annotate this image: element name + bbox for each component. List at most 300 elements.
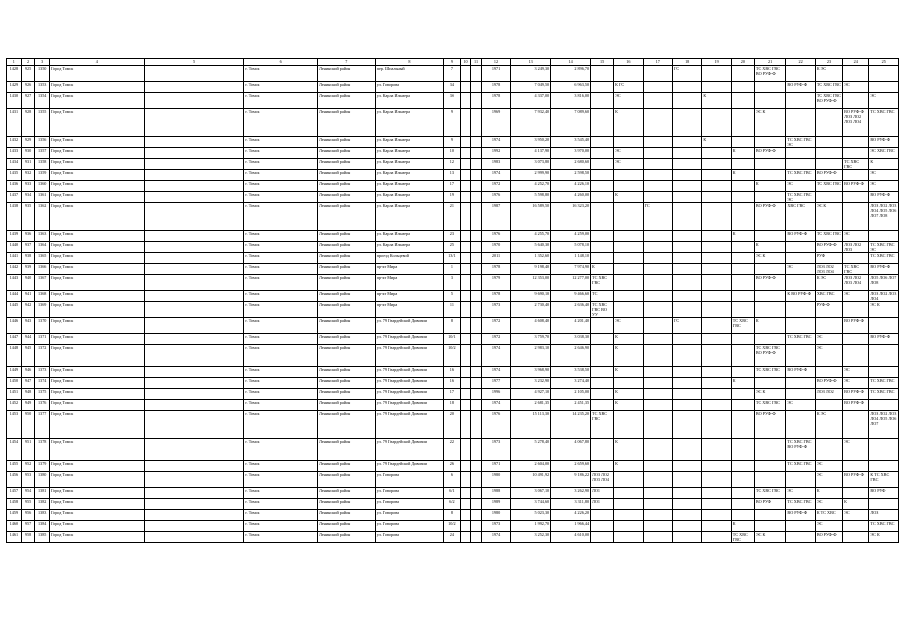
table-cell: 1974	[481, 170, 510, 181]
table-cell: г. Томск	[244, 291, 318, 302]
table-cell: Город Томск	[50, 367, 145, 378]
table-cell: 3 262,90	[551, 488, 591, 499]
table-cell	[672, 242, 701, 253]
table-cell	[731, 66, 754, 82]
table-cell	[786, 411, 815, 439]
table-cell	[815, 367, 842, 378]
column-header: 1	[7, 59, 22, 66]
table-cell: г. Томск	[244, 82, 318, 93]
table-cell: 1446	[7, 318, 22, 334]
table-cell: 7 049,50	[511, 82, 551, 93]
table-cell: ул. 79 Гвардейской Дивизии	[375, 400, 443, 411]
table-cell: 1365	[35, 253, 50, 264]
table-cell: Город Томск	[50, 170, 145, 181]
table-cell: ул. Карла Ильмера	[375, 242, 443, 253]
table-cell	[471, 242, 482, 253]
table-cell: г. Томск	[244, 148, 318, 159]
table-cell: 1443	[7, 275, 22, 291]
table-cell	[672, 253, 701, 264]
table-cell: 1377	[35, 411, 50, 439]
table-row	[7, 137, 899, 148]
table-cell	[702, 345, 731, 367]
table-cell	[643, 345, 672, 367]
table-cell: 6/1	[444, 488, 461, 499]
table-row	[7, 378, 899, 389]
table-cell	[869, 318, 899, 334]
table-cell: 932	[21, 170, 35, 181]
table-cell	[672, 109, 701, 137]
table-cell	[672, 137, 701, 148]
table-cell	[614, 521, 643, 532]
table-cell: г. Томск	[244, 389, 318, 400]
table-cell: Ленинский район	[317, 510, 375, 521]
table-cell	[643, 264, 672, 275]
table-cell: 20	[444, 411, 461, 439]
table-cell: 1356	[35, 137, 50, 148]
table-cell: ул. Карла Ильмера	[375, 93, 443, 109]
table-cell: 11	[444, 302, 461, 318]
table-cell	[614, 66, 643, 82]
table-cell	[460, 345, 471, 367]
table-cell: Ленинский район	[317, 264, 375, 275]
table-cell	[754, 472, 786, 488]
table-cell	[614, 170, 643, 181]
table-cell: 1976	[481, 192, 510, 203]
table-cell: 1439	[7, 231, 22, 242]
table-cell	[672, 499, 701, 510]
table-cell	[731, 275, 754, 291]
table-row	[7, 66, 899, 82]
table-cell: г. Томск	[244, 93, 318, 109]
table-cell: Ленинский район	[317, 521, 375, 532]
table-cell: ЛОЗ ЛО2 ЛО3 ЛО4 ЛО5 ЛО6 ЛО7 ЛО8	[869, 203, 899, 231]
table-cell: ВО РУФ-Ф ЛОЗ ЛО2 ЛО3 ЛО4	[843, 109, 869, 137]
table-cell	[614, 378, 643, 389]
column-header: 7	[317, 59, 375, 66]
table-cell: г. Томск	[244, 302, 318, 318]
table-cell	[144, 137, 244, 148]
table-cell: 958	[21, 532, 35, 543]
table-cell: Ленинский район	[317, 378, 375, 389]
table-cell	[754, 439, 786, 461]
table-cell: 3 950,20	[511, 137, 551, 148]
table-cell: Ленинский район	[317, 318, 375, 334]
table-cell	[643, 367, 672, 378]
table-cell: 1971	[481, 461, 510, 472]
table-cell: 952	[21, 461, 35, 472]
table-cell	[144, 532, 244, 543]
table-cell: ЭС К	[754, 253, 786, 264]
table-cell	[643, 253, 672, 264]
table-cell	[144, 242, 244, 253]
table-cell: 21	[444, 203, 461, 231]
table-cell	[731, 400, 754, 411]
table-cell: 19	[444, 192, 461, 203]
table-cell: 15 113,30	[511, 411, 551, 439]
table-cell	[471, 318, 482, 334]
table-cell	[869, 439, 899, 461]
table-cell: 2 680,60	[551, 159, 591, 170]
table-cell: 945	[21, 345, 35, 367]
table-cell: 1978	[481, 82, 510, 93]
table-row	[7, 181, 899, 192]
table-row	[7, 275, 899, 291]
table-cell: ТС ХВС ГВС	[786, 170, 815, 181]
table-cell: 948	[21, 389, 35, 400]
table-cell: 1456	[7, 472, 22, 488]
table-cell	[643, 400, 672, 411]
table-cell	[672, 439, 701, 461]
table-cell	[786, 378, 815, 389]
table-cell	[672, 159, 701, 170]
table-cell	[144, 345, 244, 367]
table-cell: 1447	[7, 334, 22, 345]
table-cell	[460, 275, 471, 291]
table-cell	[731, 181, 754, 192]
table-cell	[843, 532, 869, 543]
table-cell	[843, 411, 869, 439]
table-cell: г. Томск	[244, 192, 318, 203]
table-cell	[702, 488, 731, 499]
table-cell: Ленинский район	[317, 181, 375, 192]
table-cell: ЭС	[614, 159, 643, 170]
table-cell	[731, 510, 754, 521]
table-cell	[815, 439, 842, 461]
table-cell	[460, 302, 471, 318]
table-cell: 7 974,90	[551, 264, 591, 275]
table-cell	[471, 231, 482, 242]
table-cell: Город Томск	[50, 181, 145, 192]
table-cell	[731, 137, 754, 148]
table-cell	[843, 203, 869, 231]
table-cell: ЭС	[786, 264, 815, 275]
table-cell: К	[614, 345, 643, 367]
table-cell: 2 598,50	[551, 170, 591, 181]
table-cell: ЭС К	[869, 302, 899, 318]
table-cell: 1373	[35, 367, 50, 378]
table-cell	[460, 439, 471, 461]
table-cell: 1974	[481, 532, 510, 543]
table-cell: Город Томск	[50, 66, 145, 82]
table-cell: 1359	[35, 170, 50, 181]
table-cell: 1438	[7, 203, 22, 231]
table-cell: 936	[21, 231, 35, 242]
table-cell: ЭС	[815, 334, 842, 345]
table-cell: Город Томск	[50, 334, 145, 345]
table-cell	[672, 532, 701, 543]
table-cell: 939	[21, 264, 35, 275]
table-cell	[815, 192, 842, 203]
table-cell	[591, 521, 614, 532]
table-cell: 1434	[7, 159, 22, 170]
table-cell	[471, 499, 482, 510]
table-cell: ул. 79 Гвардейской Дивизии	[375, 367, 443, 378]
table-cell	[672, 378, 701, 389]
table-cell	[731, 192, 754, 203]
table-cell	[702, 461, 731, 472]
table-cell: 4 927,10	[511, 389, 551, 400]
table-cell: Ленинский район	[317, 411, 375, 439]
table-cell: 944	[21, 334, 35, 345]
table-cell: ЭС	[614, 318, 643, 334]
table-cell	[815, 159, 842, 170]
table-row	[7, 302, 899, 318]
table-cell	[471, 461, 482, 472]
table-cell: 954	[21, 488, 35, 499]
table-cell: Ленинский район	[317, 203, 375, 231]
table-cell: Город Томск	[50, 203, 145, 231]
table-cell: ВО РУФ-Ф	[754, 203, 786, 231]
table-cell	[702, 231, 731, 242]
table-cell: Ленинский район	[317, 159, 375, 170]
table-cell	[471, 532, 482, 543]
table-cell: 1987	[481, 203, 510, 231]
table-cell	[754, 378, 786, 389]
table-cell: Город Томск	[50, 253, 145, 264]
table-row	[7, 499, 899, 510]
table-cell: 1369	[35, 302, 50, 318]
table-cell	[460, 170, 471, 181]
table-cell	[144, 389, 244, 400]
table-cell	[144, 93, 244, 109]
table-cell: 1450	[7, 378, 22, 389]
table-cell: К	[614, 461, 643, 472]
table-cell: ЭС	[614, 93, 643, 109]
table-cell: ул. Говорова	[375, 521, 443, 532]
table-cell	[702, 264, 731, 275]
table-cell: 6	[444, 472, 461, 488]
table-cell: 1378	[35, 439, 50, 461]
table-cell: ВО РУФ-Ф	[786, 231, 815, 242]
table-cell: 1974	[481, 400, 510, 411]
table-cell	[460, 181, 471, 192]
table-cell: 1360	[35, 181, 50, 192]
table-cell	[144, 148, 244, 159]
column-header: 12	[481, 59, 510, 66]
table-cell	[614, 302, 643, 318]
table-cell: 7 932,40	[511, 109, 551, 137]
table-cell: 1441	[7, 253, 22, 264]
table-cell: 5 078,10	[551, 242, 591, 253]
table-cell: ул. Карла Ильмера	[375, 170, 443, 181]
table-row	[7, 367, 899, 378]
table-cell: Город Томск	[50, 159, 145, 170]
table-cell: 1380	[35, 472, 50, 488]
table-cell: ТС ХВС ГВС	[591, 411, 614, 439]
table-cell: 2 604,00	[511, 461, 551, 472]
table-cell: ТС ХВС ГВС ВО РУФ-Ф	[786, 439, 815, 461]
table-row	[7, 148, 899, 159]
table-cell: 1454	[7, 439, 22, 461]
table-cell	[643, 510, 672, 521]
table-cell: Город Томск	[50, 521, 145, 532]
table-cell	[869, 231, 899, 242]
table-cell	[731, 302, 754, 318]
table-cell: Город Томск	[50, 148, 145, 159]
table-cell	[815, 318, 842, 334]
table-cell: ул. Карла Ильмера	[375, 192, 443, 203]
table-cell: Город Томск	[50, 411, 145, 439]
table-cell	[702, 242, 731, 253]
table-cell: ВО РУФ-Ф	[869, 264, 899, 275]
table-cell	[643, 93, 672, 109]
table-cell	[471, 159, 482, 170]
table-cell	[460, 159, 471, 170]
table-cell: К ТС ХВС	[815, 510, 842, 521]
column-header: 16	[614, 59, 643, 66]
table-cell: 6 963,50	[551, 82, 591, 93]
table-cell: 1353	[35, 82, 50, 93]
table-cell	[144, 302, 244, 318]
table-cell	[460, 411, 471, 439]
table-cell: ТС ХВС ГВС ЭС	[786, 137, 815, 148]
table-cell	[460, 264, 471, 275]
table-cell	[702, 499, 731, 510]
table-cell	[731, 242, 754, 253]
table-cell	[460, 334, 471, 345]
table-cell: К	[591, 264, 614, 275]
table-cell	[702, 367, 731, 378]
table-cell: К	[614, 192, 643, 203]
table-cell: ул. 79 Гвардейской Дивизии	[375, 345, 443, 367]
table-cell: ЛОЗ ЛО2 ЛО3 ЛО4	[591, 472, 614, 488]
table-cell: 13	[444, 170, 461, 181]
table-cell: ВО РУФ-Ф	[815, 170, 842, 181]
table-cell: 1451	[7, 389, 22, 400]
table-cell: К ГС	[614, 82, 643, 93]
table-cell: 943	[21, 318, 35, 334]
table-row	[7, 400, 899, 411]
table-cell	[754, 461, 786, 472]
table-cell	[471, 521, 482, 532]
table-cell	[614, 181, 643, 192]
table-cell	[672, 488, 701, 499]
table-cell	[843, 345, 869, 367]
table-cell	[471, 439, 482, 461]
column-header: 5	[144, 59, 244, 66]
table-cell	[786, 242, 815, 253]
table-cell	[702, 411, 731, 439]
table-cell	[702, 472, 731, 488]
table-cell: Ленинский район	[317, 488, 375, 499]
table-cell	[471, 345, 482, 367]
table-cell	[471, 302, 482, 318]
column-header: 8	[375, 59, 443, 66]
table-cell: Ленинский район	[317, 400, 375, 411]
table-cell: 1992	[481, 148, 510, 159]
table-cell: 4 608,40	[511, 318, 551, 334]
table-cell: пр-кт Мира	[375, 302, 443, 318]
table-cell	[643, 389, 672, 400]
table-row	[7, 192, 899, 203]
table-cell	[672, 231, 701, 242]
table-cell: ВО РУФ-Ф	[754, 148, 786, 159]
table-cell: 4 610,00	[551, 532, 591, 543]
table-cell: 5 278,40	[511, 439, 551, 461]
table-cell: 957	[21, 521, 35, 532]
table-cell	[731, 488, 754, 499]
table-cell	[614, 488, 643, 499]
table-cell: ЭС	[815, 521, 842, 532]
table-cell	[702, 253, 731, 264]
table-cell: ул. Говорова	[375, 499, 443, 510]
table-cell: ЛОЗ	[869, 510, 899, 521]
table-cell	[591, 461, 614, 472]
table-cell: ул. Карла Ильмера	[375, 137, 443, 148]
table-cell	[843, 148, 869, 159]
table-cell	[672, 389, 701, 400]
table-cell: 925	[21, 66, 35, 82]
table-cell: ЭС	[786, 181, 815, 192]
table-cell	[144, 231, 244, 242]
table-cell: 1376	[35, 400, 50, 411]
table-cell: 22	[444, 439, 461, 461]
table-cell: ЭС К	[754, 109, 786, 137]
table-cell: ЭС К	[754, 389, 786, 400]
table-cell: 1973	[481, 439, 510, 461]
table-cell: 1974	[481, 367, 510, 378]
table-cell	[786, 66, 815, 82]
table-cell: 2 636,40	[551, 302, 591, 318]
table-cell	[460, 461, 471, 472]
table-cell: К	[731, 148, 754, 159]
table-cell: 2 983,10	[511, 345, 551, 367]
table-cell: 1460	[7, 521, 22, 532]
table-cell	[731, 253, 754, 264]
table-cell	[672, 264, 701, 275]
column-header: 11	[471, 59, 482, 66]
table-cell	[786, 148, 815, 159]
table-cell	[614, 242, 643, 253]
table-cell	[460, 532, 471, 543]
table-cell: 1368	[35, 291, 50, 302]
table-cell: 4 255,70	[511, 231, 551, 242]
table-row	[7, 291, 899, 302]
table-cell: ВО РУФ-Ф	[869, 137, 899, 148]
table-cell: 1429	[7, 82, 22, 93]
table-cell: 1440	[7, 242, 22, 253]
table-cell	[672, 82, 701, 93]
table-cell: Город Томск	[50, 499, 145, 510]
table-cell: 16	[444, 378, 461, 389]
table-cell: К	[702, 137, 731, 148]
table-cell: ЭС ХВС ГВС	[869, 148, 899, 159]
table-cell: 1355	[35, 109, 50, 137]
table-cell: ВО РУФ-Ф	[843, 400, 869, 411]
table-cell: Ленинский район	[317, 66, 375, 82]
table-cell: г. Томск	[244, 275, 318, 291]
table-cell: ул. Говорова	[375, 82, 443, 93]
table-cell: 1374	[35, 378, 50, 389]
table-cell	[144, 334, 244, 345]
table-cell: 14 235,20	[551, 411, 591, 439]
table-row	[7, 203, 899, 231]
column-header: 15	[591, 59, 614, 66]
table-cell	[471, 109, 482, 137]
table-cell	[460, 231, 471, 242]
table-cell	[754, 82, 786, 93]
table-cell: 3	[444, 275, 461, 291]
table-cell: ул. 79 Гвардейской Дивизии	[375, 389, 443, 400]
table-cell	[643, 472, 672, 488]
table-cell	[869, 499, 899, 510]
table-cell: 7 089,60	[551, 109, 591, 137]
table-cell	[754, 137, 786, 148]
table-cell: К	[754, 242, 786, 253]
table-cell: ЭС	[815, 461, 842, 472]
table-cell	[643, 532, 672, 543]
table-cell	[731, 472, 754, 488]
